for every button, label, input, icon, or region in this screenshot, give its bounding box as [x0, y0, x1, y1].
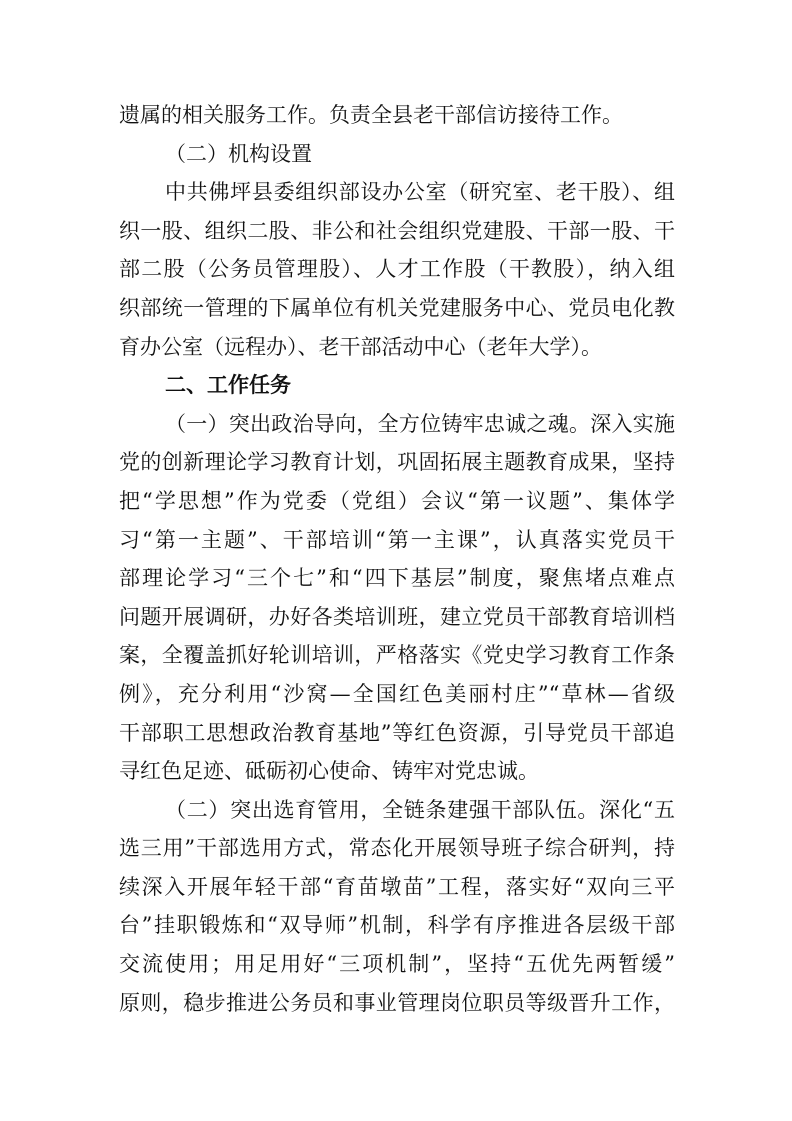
subsection-heading: （二）机构设置	[165, 141, 312, 166]
paragraph-line: 案，全覆盖抓好轮训培训，严格落实《党史学习教育工作条	[119, 643, 675, 668]
paragraph-line: 寻红色足迹、砥砺初心使命、铸牢对党忠诚。	[119, 759, 539, 784]
paragraph-line: （一）突出政治导向，全方位铸牢忠诚之魂。深入实施	[165, 411, 675, 436]
paragraph-line: 部理论学习“三个七”和“四下基层”制度，聚焦堵点难点	[119, 566, 675, 591]
paragraph-line: 中共佛坪县委组织部设办公室（研究室、老干股）、组	[165, 180, 675, 205]
paragraph-line: 织一股、组织二股、非公和社会组织党建股、干部一股、干	[119, 218, 675, 243]
paragraph-line: 遗属的相关服务工作。负责全县老干部信访接待工作。	[119, 103, 623, 127]
paragraph-line: 织部统一管理的下属单位有机关党建服务中心、党员电化教	[119, 295, 675, 320]
paragraph-line: 育办公室（远程办）、老干部活动中心（老年大学）。	[119, 334, 602, 359]
paragraph-line: 问题开展调研，办好各类培训班，建立党员干部教育培训档	[119, 604, 675, 629]
paragraph-line: 部二股（公务员管理股）、人才工作股（干教股），纳入组	[119, 257, 675, 282]
paragraph-line: 原则，稳步推进公务员和事业管理岗位职员等级晋升工作，	[119, 990, 675, 1015]
paragraph-line: 台”挂职锻炼和“双导师”机制，科学有序推进各层级干部	[119, 913, 675, 938]
paragraph-line: 例》，充分利用“沙窝—全国红色美丽村庄”“草林—省级	[119, 681, 675, 706]
section-heading: 二、工作任务	[165, 373, 291, 398]
paragraph-line: 把“学思想”作为党委（党组）会议“第一议题”、集体学	[119, 488, 675, 513]
paragraph-line: 选三用”干部选用方式，常态化开展领导班子综合研判，持	[119, 836, 675, 861]
paragraph-line: 习“第一主题”、干部培训“第一主课”，认真落实党员干	[119, 527, 675, 552]
paragraph-line: 党的创新理论学习教育计划，巩固拓展主题教育成果，坚持	[119, 450, 675, 475]
paragraph-line: 续深入开展年轻干部“育苗墩苗”工程，落实好“双向三平	[119, 874, 675, 899]
paragraph-line: （二）突出选育管用，全链条建强干部队伍。深化“五	[165, 797, 675, 822]
paragraph-line: 干部职工思想政治教育基地”等红色资源，引导党员干部追	[119, 720, 675, 745]
paragraph-line: 交流使用；用足用好“三项机制”，坚持“五优先两暂缓”	[119, 952, 675, 977]
document-body	[119, 96, 675, 1022]
